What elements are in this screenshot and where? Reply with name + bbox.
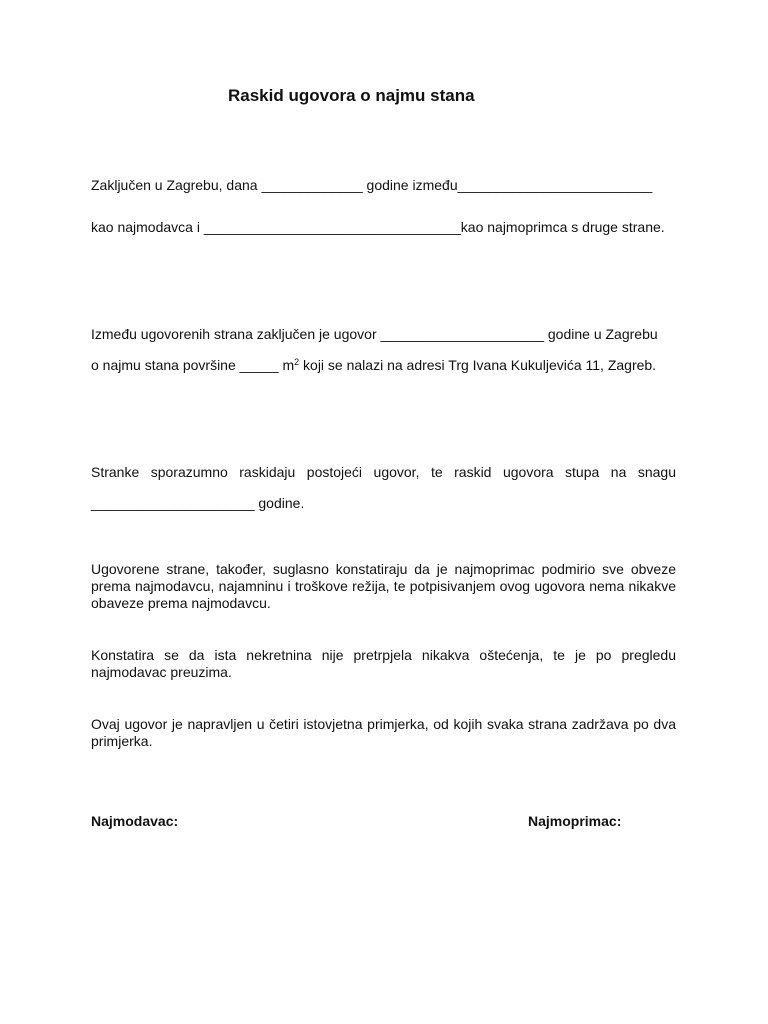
contract-line-parties: kao najmodavca i _________________________________kao najmoprimca s druge strane. <box>91 219 665 235</box>
tenant-signature-label: Najmoprimac: <box>528 813 622 829</box>
contract-line-apartment <box>91 356 656 374</box>
document-title: Raskid ugovora o najmu stana <box>228 86 475 105</box>
apartment-address-text: koji se nalazi na adresi Trg Ivana Kukuljevića 11, Zagreb. <box>299 357 657 373</box>
apartment-area-text: o najmu stana površine _____ m <box>91 357 295 373</box>
contract-line-place-date: Zaključen u Zagrebu, dana _____________ godine između_________________________ <box>91 177 653 193</box>
contract-line-termination: Stranke sporazumno raskidaju postojeći ugovor, te raskid ugovora stupa na snagu <box>91 464 676 480</box>
paragraph-obligations: Ugovorene strane, također, suglasno konstatiraju da je najmoprimac podmirio sve obveze prema najmodavcu, najamninu i troškove režija, te potpisivanjem ovog ugovora nema nikakve obaveze prema najmodavcu. <box>91 561 676 611</box>
contract-line-termination-date: _____________________ godine. <box>91 495 305 511</box>
landlord-signature-label: Najmodavac: <box>91 813 179 829</box>
paragraph-property-condition: Konstatira se da ista nekretnina nije pretrpjela nikakva oštećenja, te je po pregledu najmodavac preuzima. <box>91 647 676 680</box>
contract-line-original-contract: Između ugovorenih strana zaključen je ugovor _____________________ godine u Zagrebu <box>91 326 658 342</box>
paragraph-copies: Ovaj ugovor je napravljen u četiri istovjetna primjerka, od kojih svaka strana zadržava po dva primjerka. <box>91 716 676 749</box>
square-superscript: 2 <box>294 357 300 367</box>
